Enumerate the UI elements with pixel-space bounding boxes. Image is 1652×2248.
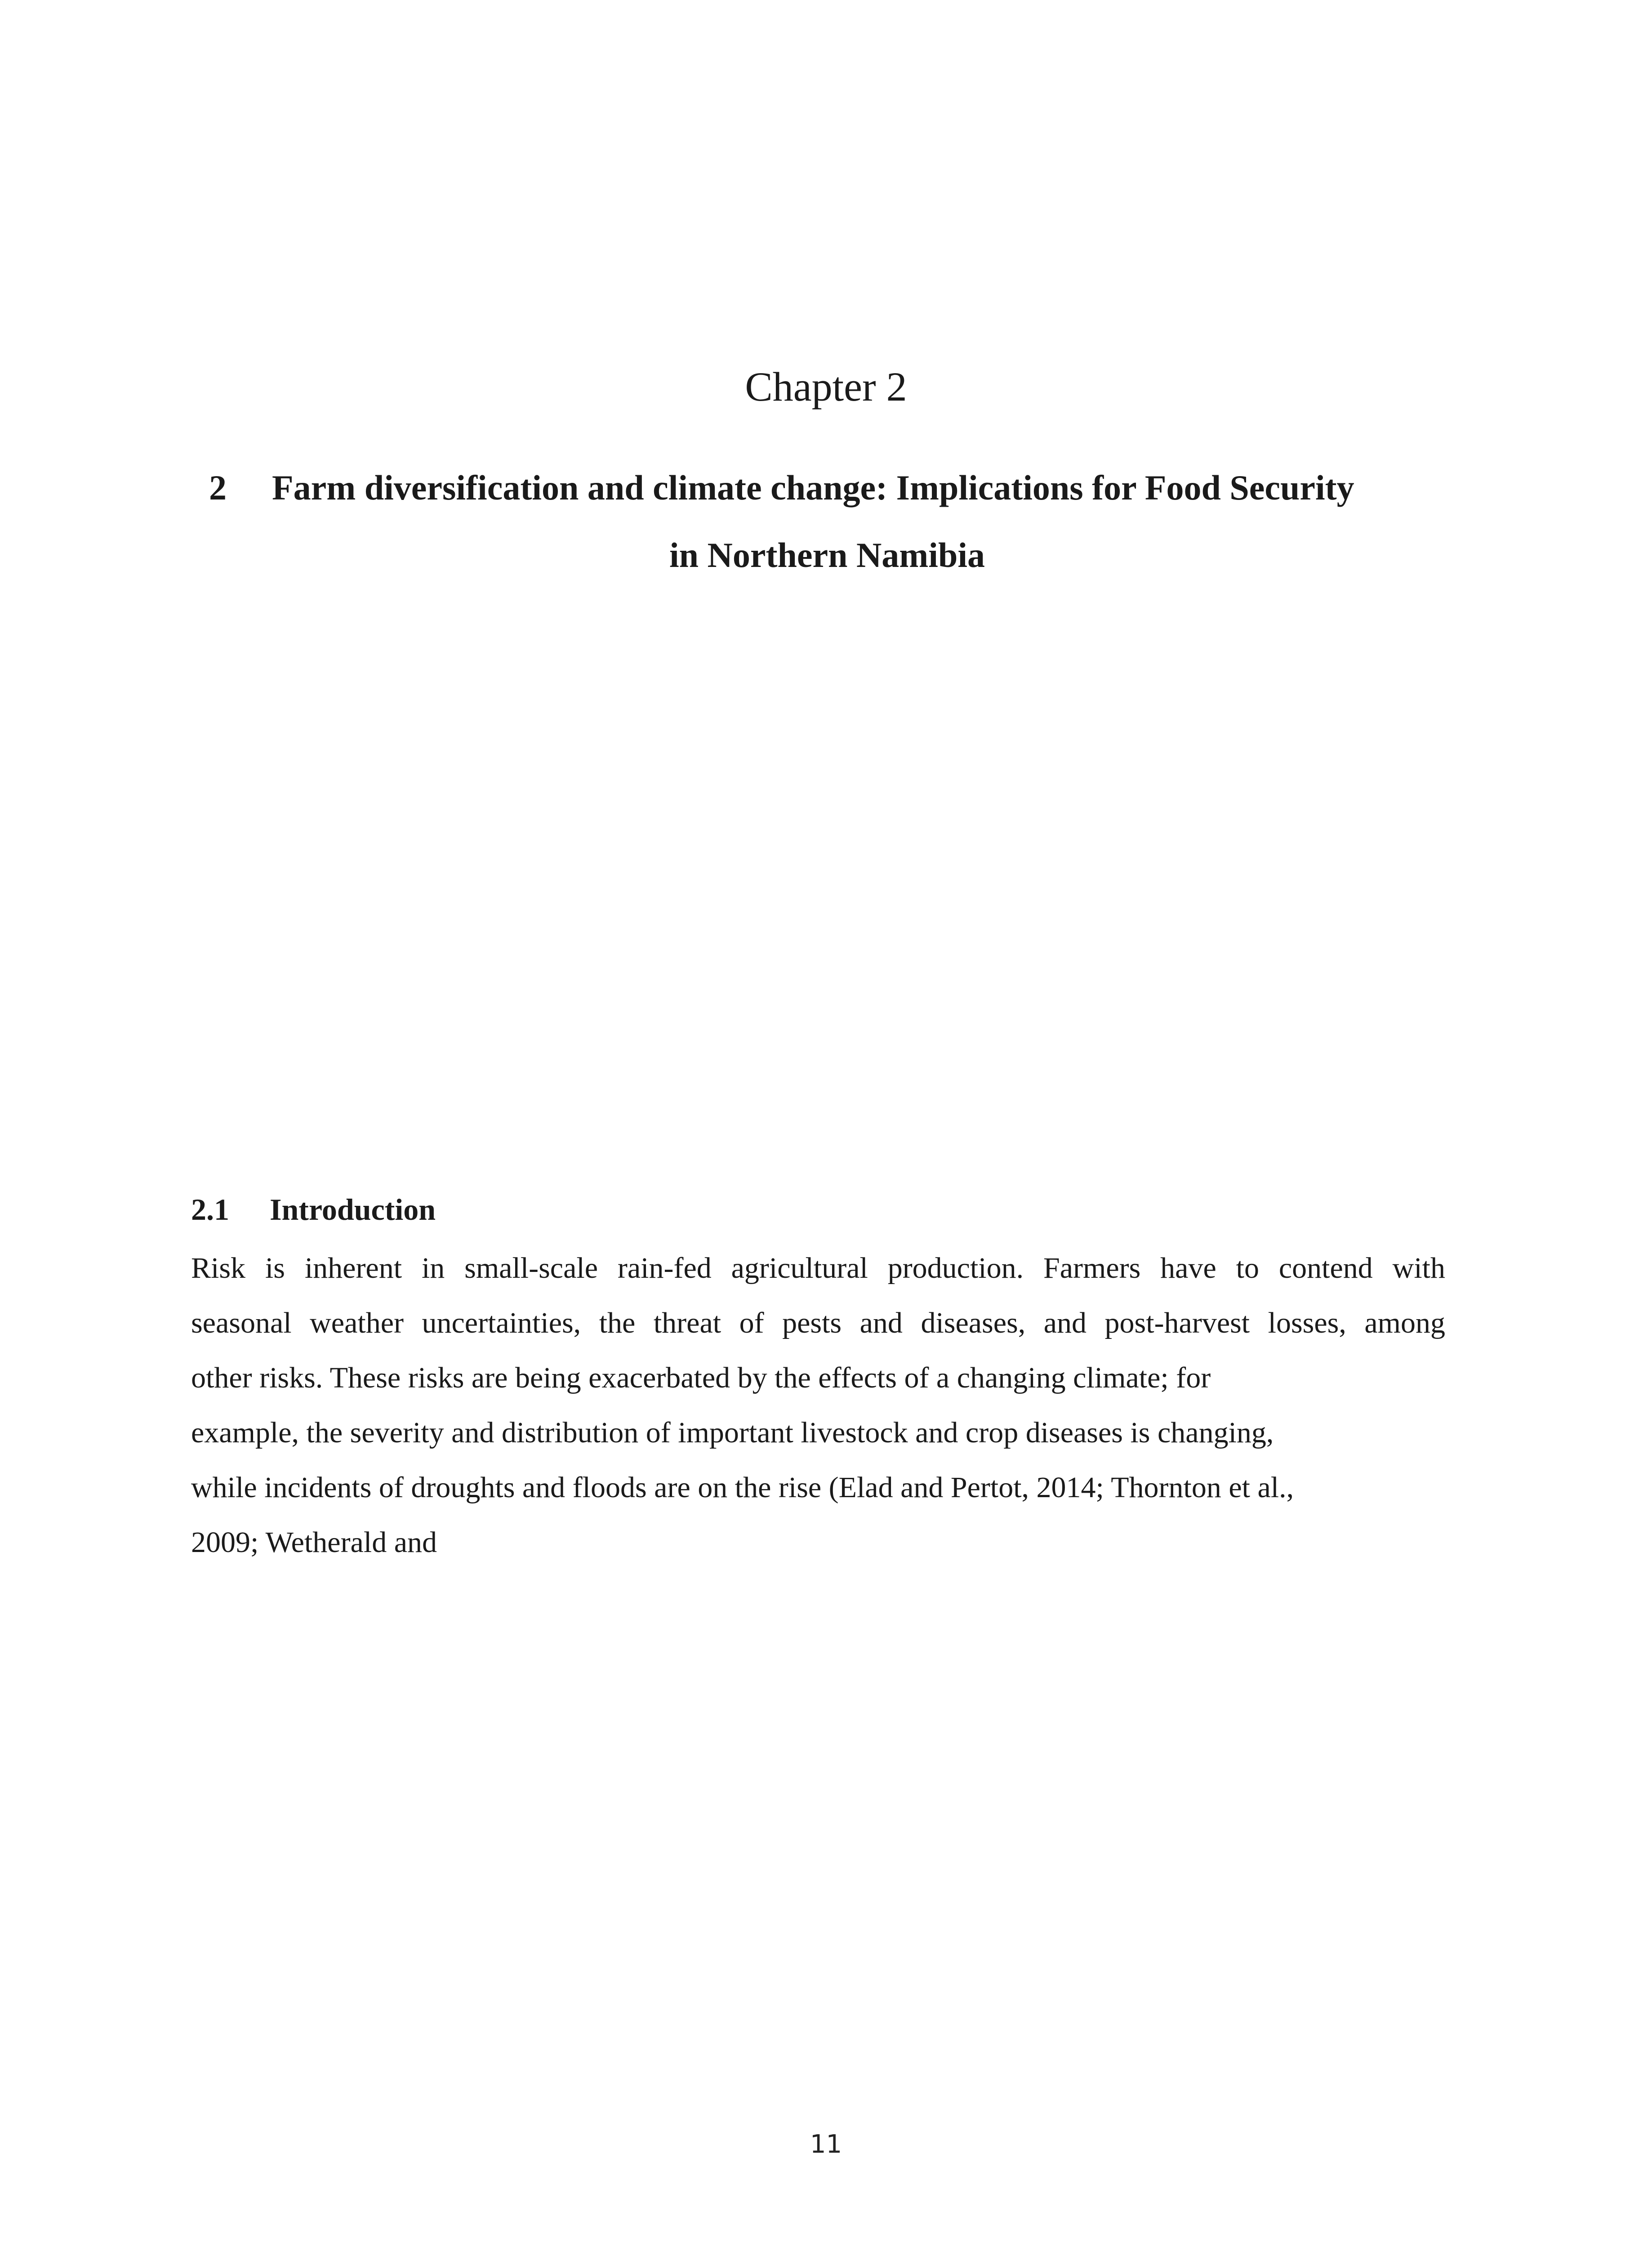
chapter-number: 2: [209, 468, 227, 507]
page-number: 11: [810, 2130, 842, 2159]
paragraph-line: 2009; Wetherald and: [191, 1526, 437, 1559]
section-number: 2.1: [191, 1192, 229, 1227]
paragraph-line: while incidents of droughts and floods are on the rise (Elad and Pertot, 2014; Thornton et al.,: [191, 1471, 1294, 1504]
section-title: Introduction: [270, 1192, 436, 1227]
paragraph-line: example, the severity and distribution of important livestock and crop diseases is changing,: [191, 1416, 1274, 1449]
paragraph-line: other risks. These risks are being exacerbated by the effects of a changing climate; for: [191, 1361, 1211, 1394]
paragraph-line: Risk is inherent in small-scale rain-fed agricultural production. Farmers have to contend with: [191, 1252, 1445, 1285]
chapter-title-line-1: Farm diversification and climate change: Implications for Food Security: [272, 468, 1354, 507]
chapter-title-line-2: in Northern Namibia: [669, 535, 985, 575]
paragraph-line: seasonal weather uncertainties, the threat of pests and diseases, and post-harvest losses, among: [191, 1307, 1445, 1339]
chapter-label: Chapter 2: [745, 364, 907, 410]
body-paragraph: [191, 1241, 1445, 1570]
section-heading: [191, 1187, 436, 1232]
